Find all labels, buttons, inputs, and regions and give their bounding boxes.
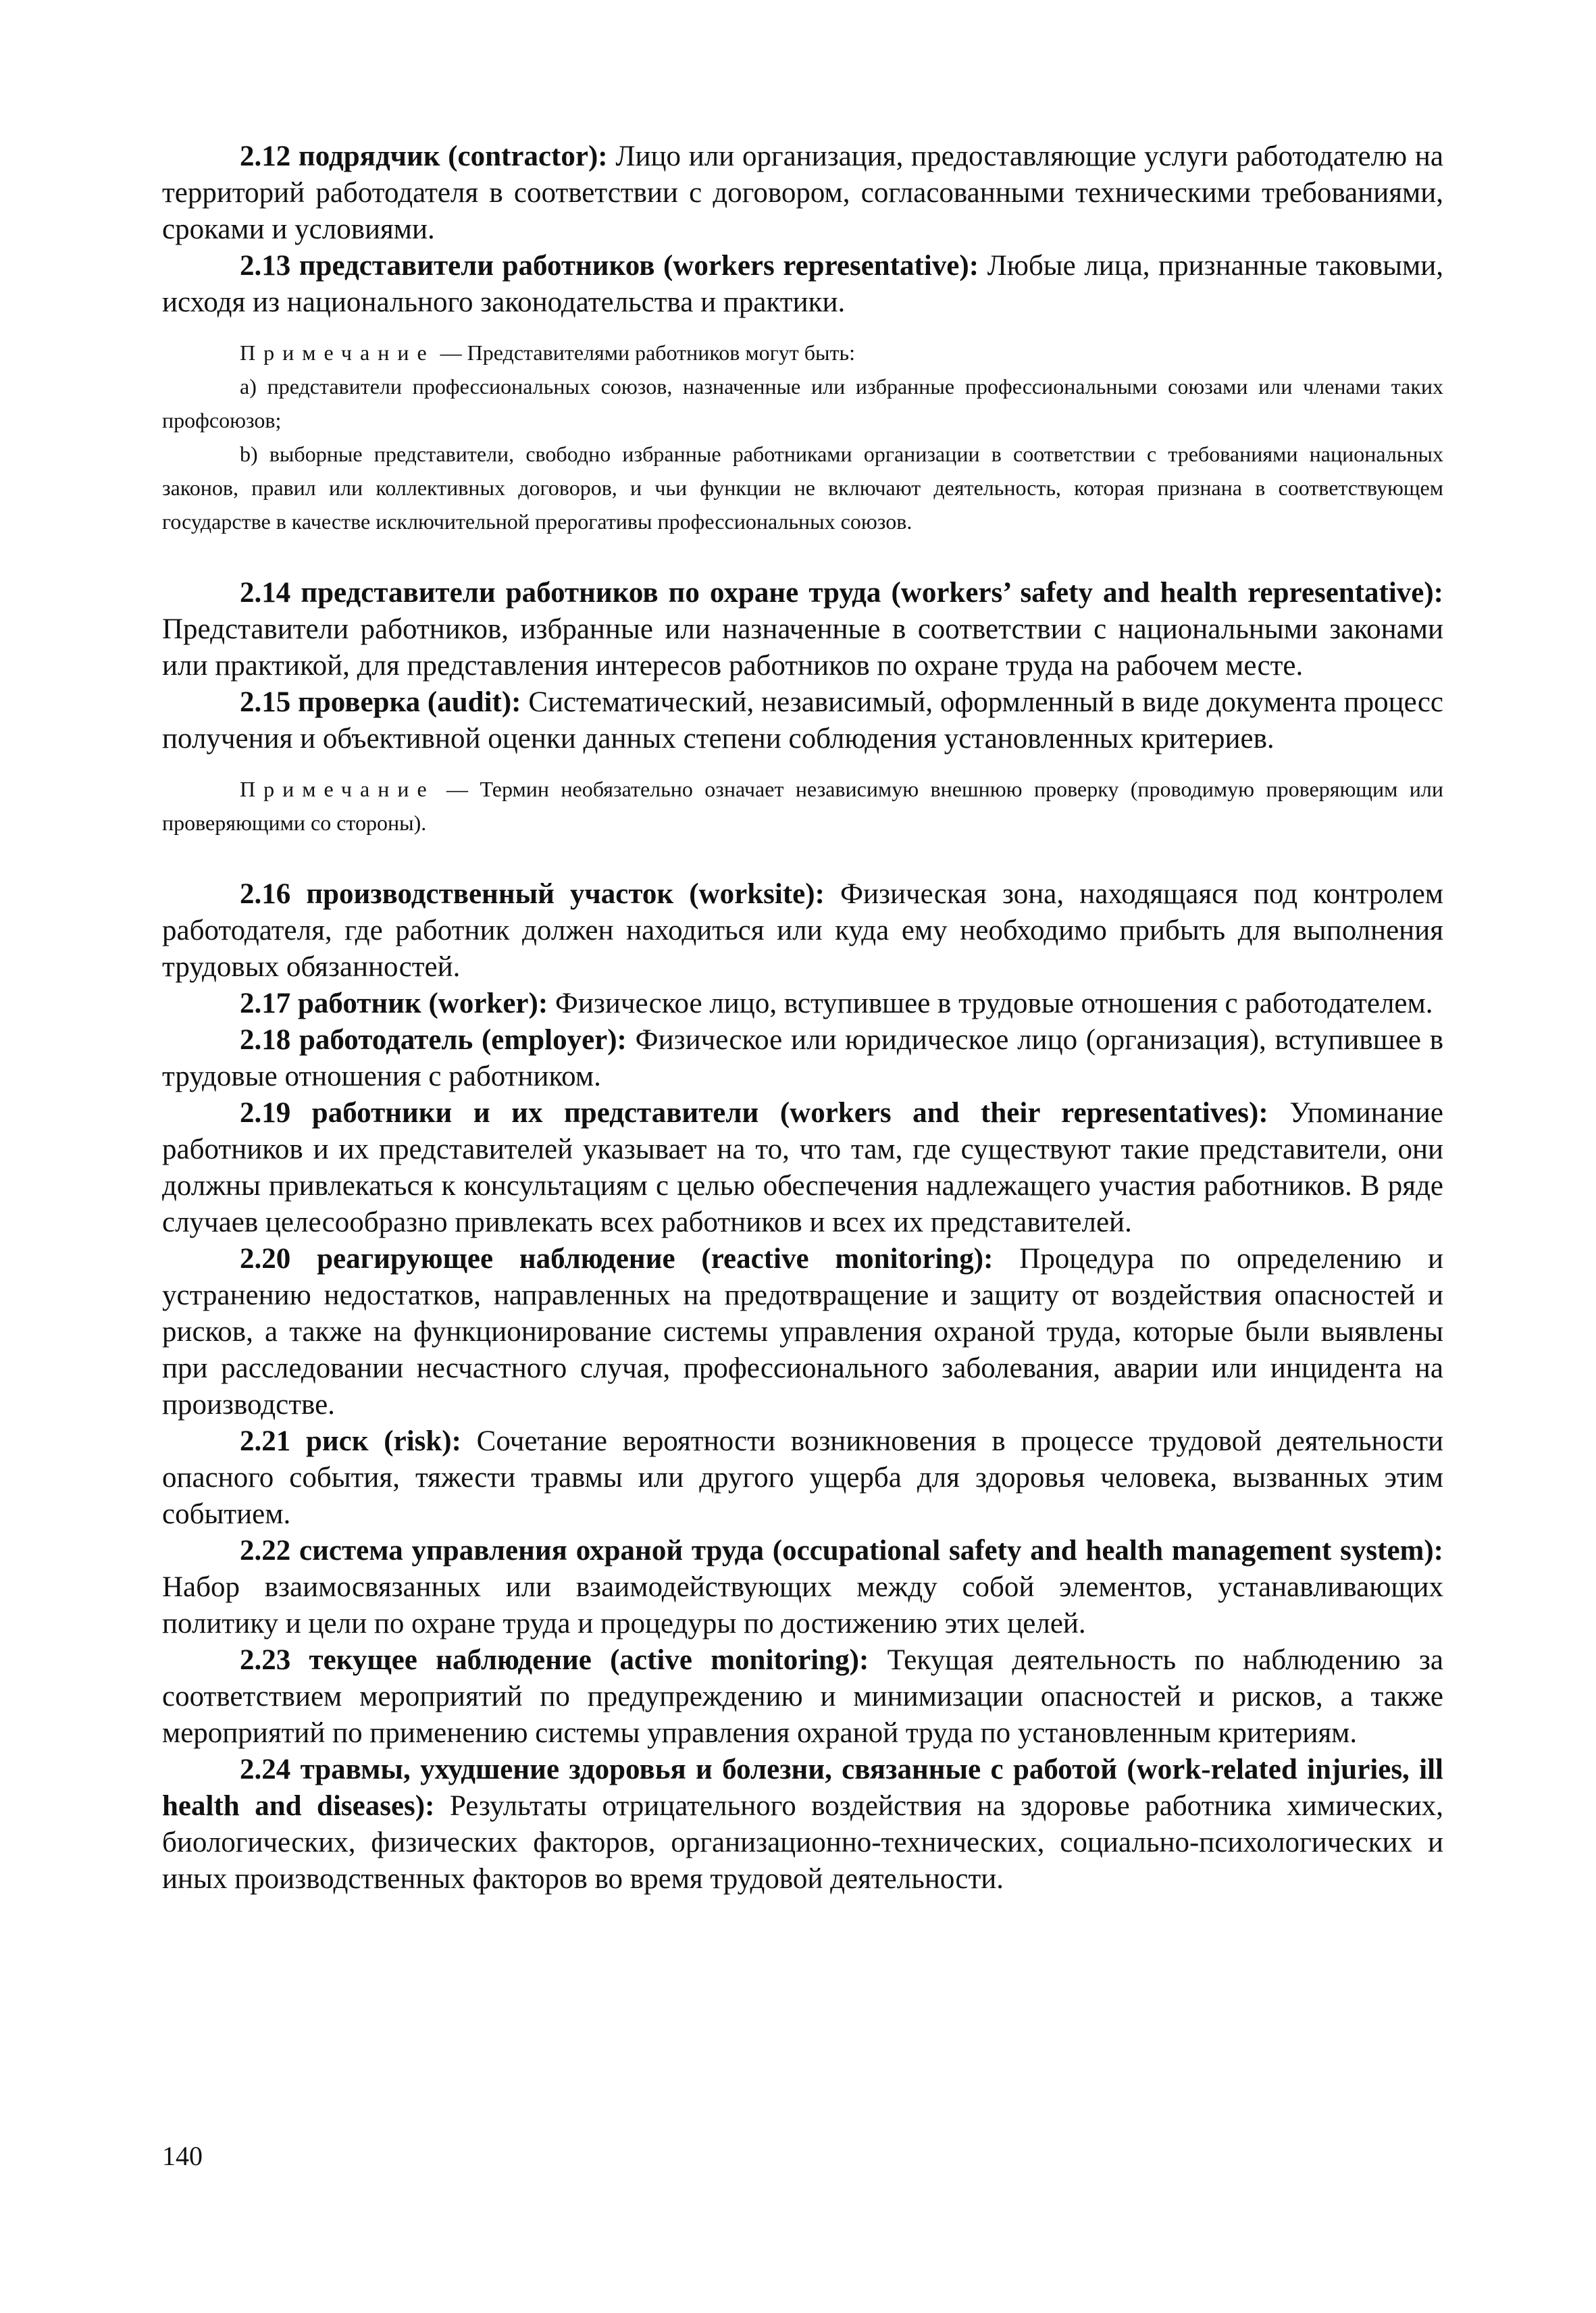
note-intro <box>162 336 1443 370</box>
note-audit <box>162 772 1443 840</box>
definition-text: Лицо или организация, предоставляющие услуги работодателю на территорий работодателя в соответствии с договором, согласованными техническими требованиями, сроками и условиями. <box>162 141 1443 245</box>
definition-text: Сочетание вероятности возникновения в процессе трудовой деятельности опасного события, тяжести травмы или другого ущерба для здоровья человека, вызванных этим событием. <box>162 1425 1443 1530</box>
note-item-b: b) выборные представители, свободно избранные работниками организации в соответствии с требованиями национальных законов, правил или коллективных договоров, и чьи функции не включают деятельность, которая признана в соответствующем государстве в качестве исключительной прерогативы профессиональных союзов. <box>162 442 1443 534</box>
note-item-a: a) представители профессиональных союзов, назначенные или избранные профессиональными союзами или членами таких профсоюзов; <box>162 374 1443 432</box>
definition-term: 2.15 проверка (audit): <box>240 686 521 718</box>
definition-2-24 <box>162 1752 1443 1898</box>
note-body: — Термин необязательно означает независимую внешнюю проверку (проводимую проверяющим или проверяющими со стороны). <box>162 777 1443 835</box>
definition-term: 2.13 представители работников (workers representative): <box>240 250 979 282</box>
definition-text: Физическое лицо, вступившее в трудовые отношения с работодателем. <box>548 988 1433 1019</box>
definition-2-14 <box>162 575 1443 684</box>
note-intro-text: — Представителями работников могут быть: <box>434 340 856 365</box>
definition-term: 2.24 травмы, ухудшение здоровья и болезни, связанные с работой (work-related injuries, ill health and diseases): <box>162 1754 1443 1822</box>
definition-term: 2.12 подрядчик (contractor): <box>240 141 608 172</box>
definition-text: Результаты отрицательного воздействия на здоровье работника химических, биологических, физических факторов, организационно-технических, социально-психологических и иных производственных факторов во время трудовой деятельности. <box>162 1790 1443 1895</box>
note-label: Примечание <box>240 340 435 365</box>
definition-2-19 <box>162 1095 1443 1241</box>
definition-2-22 <box>162 1533 1443 1642</box>
definition-2-17 <box>162 986 1443 1022</box>
definition-2-16 <box>162 876 1443 986</box>
definition-term: 2.22 система управления охраной труда (occupational safety and health management system): <box>240 1535 1443 1567</box>
definition-term: 2.20 реагирующее наблюдение (reactive monitoring): <box>240 1243 994 1275</box>
definition-text: Физическое или юридическое лицо (организация), вступившее в трудовые отношения с работником. <box>162 1024 1444 1092</box>
note-audit-text <box>162 772 1443 840</box>
definition-term: 2.16 производственный участок (worksite): <box>240 878 825 910</box>
definition-text: Систематический, независимый, оформленный в виде документа процесс получения и объективной оценки данных степени соблюдения установленных критериев. <box>162 686 1443 755</box>
definition-term: 2.19 работники и их представители (workers and their representatives): <box>240 1097 1268 1129</box>
definition-text: Набор взаимосвязанных или взаимодействующих между собой элементов, устанавливающих политику и цели по охране труда и процедуры по достижению этих целей. <box>162 1571 1443 1640</box>
definition-text: Упоминание работников и их представителей указывает на то, что там, где существуют такие представители, они должны привлекаться к консультациям с целью обеспечения надлежащего участия работников. В ряде случаев целесообразно привлекать всех работников и всех их представителей. <box>162 1097 1443 1238</box>
definition-2-21 <box>162 1423 1443 1533</box>
definition-term: 2.17 работник (worker): <box>240 988 548 1019</box>
definition-text: Представители работников, избранные или назначенные в соответствии с национальными законами или практикой, для представления интересов работников по охране труда на рабочем месте. <box>162 613 1443 682</box>
definition-text: Текущая деятельность по наблюдению за соответствием мероприятий по предупреждению и минимизации опасностей и рисков, а также мероприятий по применению системы управления охраной труда по установленным критериям. <box>162 1644 1443 1749</box>
definition-2-20 <box>162 1241 1443 1423</box>
definition-term: 2.21 риск (risk): <box>240 1425 461 1457</box>
definition-2-23 <box>162 1642 1443 1752</box>
definition-2-18 <box>162 1022 1443 1095</box>
definition-2-13 <box>162 248 1443 321</box>
document-page <box>162 138 1443 1898</box>
page-number: 140 <box>162 2141 203 2171</box>
definition-text: Процедура по определению и устранению недостатков, направленных на предотвращение и защиту от воздействия опасностей и рисков, а также на функционирование системы управления охраной труда, которые были выявлены при расследовании несчастного случая, профессионального заболевания, аварии или инцидента на производстве. <box>162 1243 1443 1421</box>
definition-term: 2.18 работодатель (employer): <box>240 1024 627 1056</box>
definition-2-15 <box>162 684 1443 757</box>
definition-text: Любые лица, признанные таковыми, исходя из национального законодательства и практики. <box>162 250 1444 318</box>
definition-term: 2.14 представители работников по охране труда (workers’ safety and health representative): <box>240 577 1443 609</box>
note-representatives <box>162 336 1443 538</box>
definition-term: 2.23 текущее наблюдение (active monitoring): <box>240 1644 869 1676</box>
definition-2-12 <box>162 138 1443 248</box>
note-label: Примечание <box>240 777 435 801</box>
definition-text: Физическая зона, находящаяся под контролем работодателя, где работник должен находиться или куда ему необходимо прибыть для выполнения трудовых обязанностей. <box>162 878 1443 983</box>
